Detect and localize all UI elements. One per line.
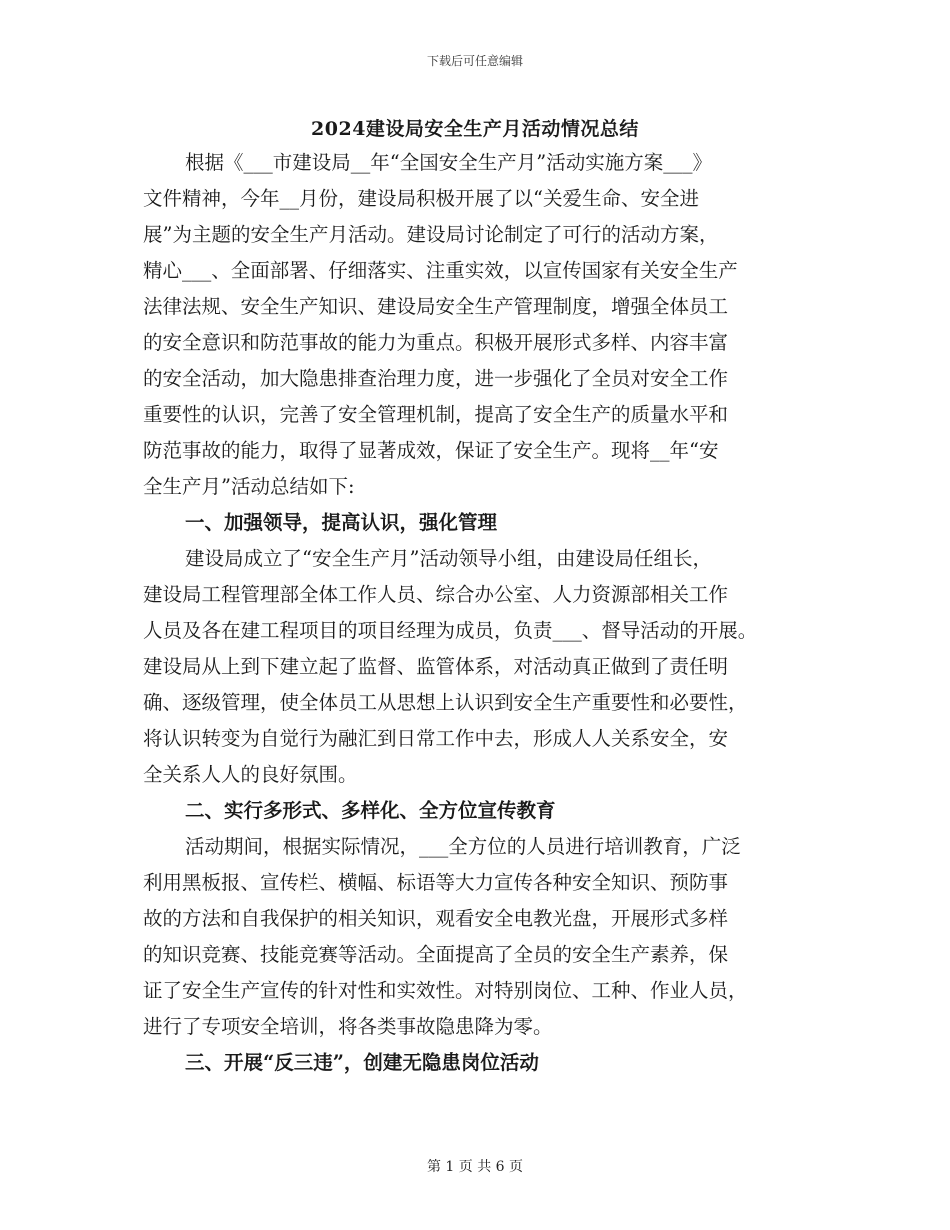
body-line: 全关系人人的良好氛围。 — [143, 763, 358, 786]
page-header: 下载后可任意编辑 — [426, 54, 523, 68]
section-heading: 二、实行多形式、多样化、全方位宣传教育 — [185, 799, 556, 822]
body-line: 确、逐级管理，使全体员工从思想上认识到安全生产重要性和必要性， — [143, 691, 748, 714]
body-line: 的知识竞赛、技能竞赛等活动。全面提高了全员的安全生产素养，保 — [143, 943, 729, 966]
body-line: 证了安全生产宣传的针对性和实效性。对特别岗位、工种、作业人员， — [143, 979, 748, 1002]
body-line: 的安全意识和防范事故的能力为重点。积极开展形式多样、内容丰富 — [143, 331, 729, 354]
body-line: 建设局工程管理部全体工作人员、综合办公室、人力资源部相关工作 — [143, 583, 729, 606]
body-line: 的安全活动，加大隐患排查治理力度，进一步强化了全员对安全工作 — [143, 367, 729, 390]
document-title: 2024建设局安全生产月活动情况总结 — [311, 118, 639, 140]
body-line: 进行了专项安全培训，将各类事故隐患降为零。 — [143, 1015, 553, 1038]
body-line: 全生产月”活动总结如下: — [143, 475, 355, 498]
page-footer: 第 1 页 共 6 页 — [426, 1159, 524, 1175]
body-line: 精心___、全面部署、仔细落实、注重实效，以宣传国家有关安全生产 — [143, 259, 738, 282]
body-line: 防范事故的能力，取得了显著成效，保证了安全生产。现将__年“安 — [143, 439, 719, 462]
body-line: 重要性的认识，完善了安全管理机制，提高了安全生产的质量水平和 — [143, 403, 729, 426]
body-line: 人员及各在建工程项目的项目经理为成员，负责___、督导活动的开展。 — [143, 619, 758, 642]
body-line: 利用黑板报、宣传栏、横幅、标语等大力宣传各种安全知识、预防事 — [143, 871, 729, 894]
body-line: 根据《___市建设局__年“全国安全生产月”活动实施方案___》 — [185, 151, 712, 174]
body-line: 活动期间，根据实际情况，___全方位的人员进行培训教育，广泛 — [185, 835, 741, 858]
section-heading: 一、加强领导，提高认识，强化管理 — [185, 511, 498, 534]
body-line: 展”为主题的安全生产月活动。建设局讨论制定了可行的活动方案， — [143, 223, 719, 246]
body-line: 将认识转变为自觉行为融汇到日常工作中去，形成人人关系安全，安 — [143, 727, 729, 750]
body-line: 建设局成立了“安全生产月”活动领导小组，由建设局任组长， — [185, 547, 712, 570]
body-line: 文件精神，今年__月份，建设局积极开展了以“关爱生命、安全进 — [143, 187, 699, 210]
section-heading: 三、开展“反三违”，创建无隐患岗位活动 — [185, 1051, 539, 1074]
body-line: 建设局从上到下建立起了监督、监管体系，对活动真正做到了责任明 — [143, 655, 729, 678]
body-line: 故的方法和自我保护的相关知识，观看安全电教光盘，开展形式多样 — [143, 907, 729, 930]
document-body — [143, 145, 798, 1081]
body-line: 法律法规、安全生产知识、建设局安全生产管理制度，增强全体员工 — [143, 295, 729, 318]
